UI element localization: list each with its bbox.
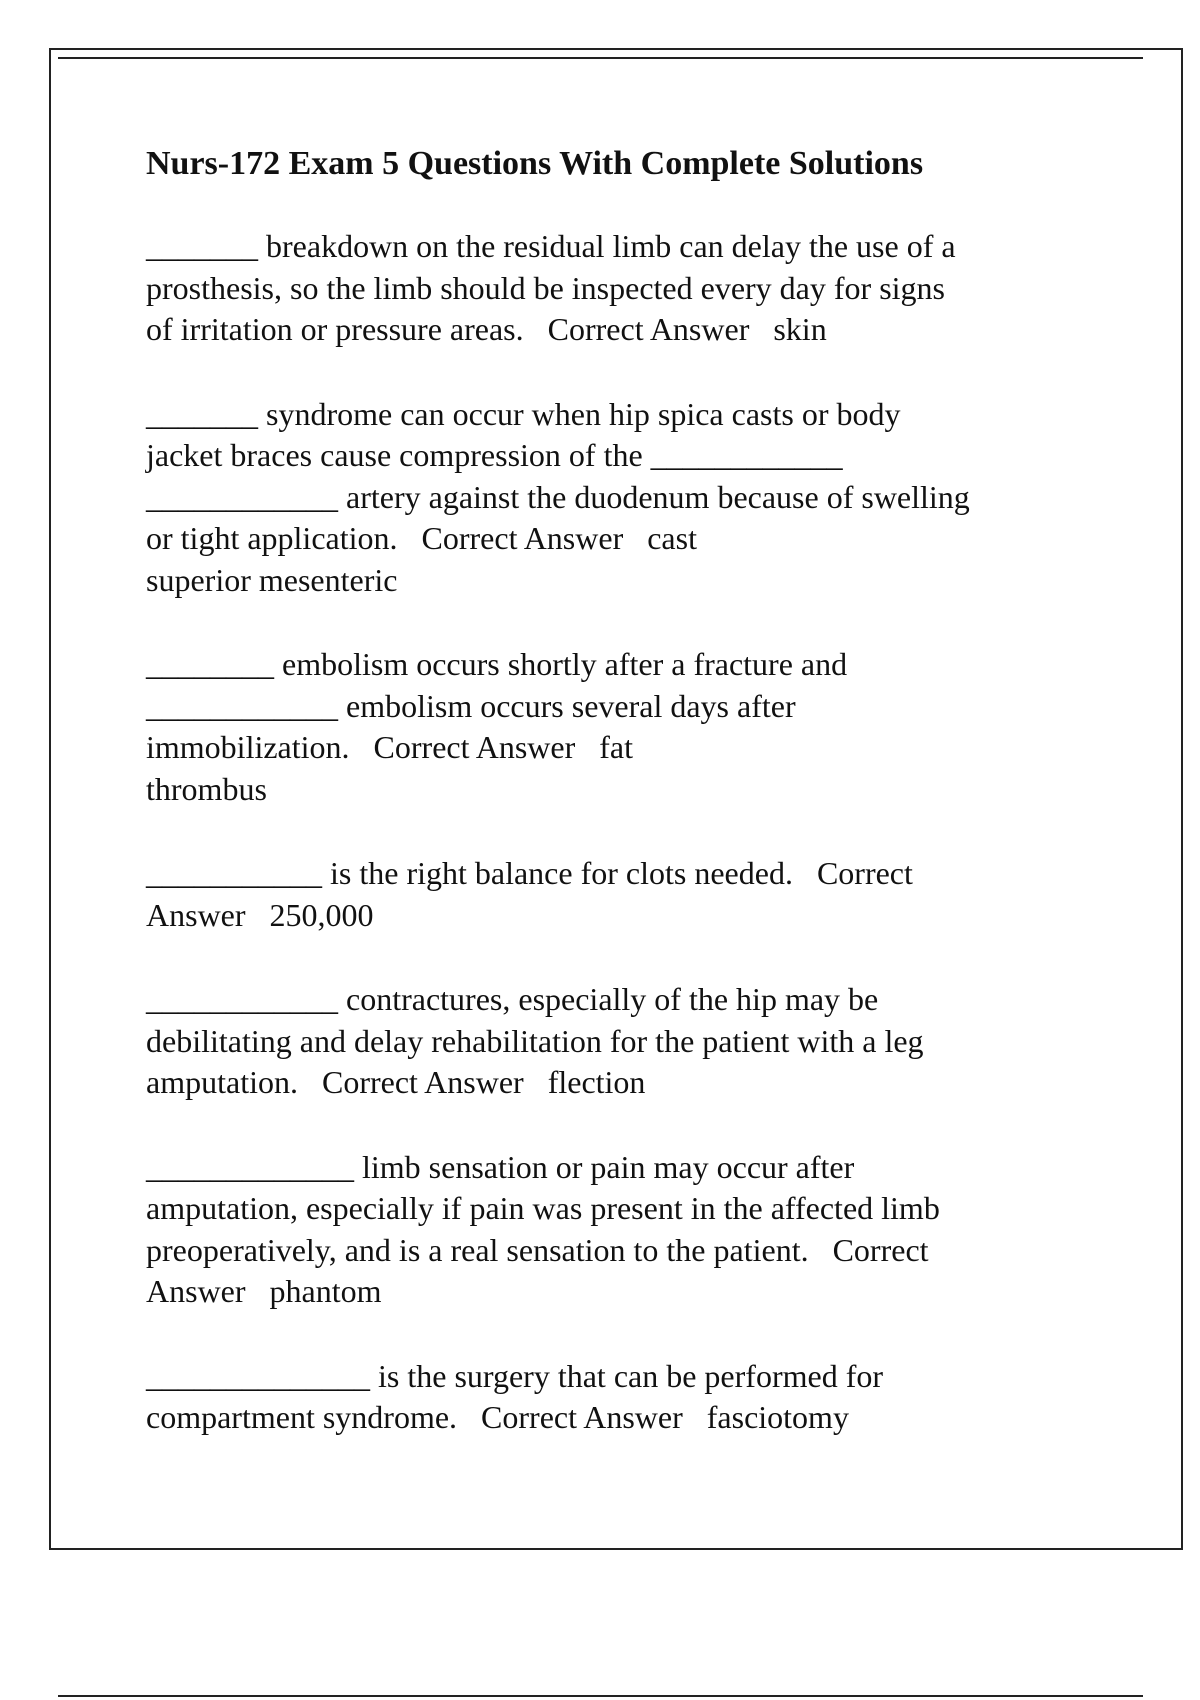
bottom-rule (58, 1695, 1143, 1697)
question-item (146, 226, 1086, 351)
question-item (146, 644, 1086, 810)
question-line: _______ breakdown on the residual limb can delay the use of a (146, 228, 956, 264)
question-line: ___________ is the right balance for clots needed. Correct (146, 855, 913, 891)
question-line: amputation, especially if pain was present in the affected limb (146, 1190, 940, 1226)
question-line: or tight application. Correct Answer cast (146, 520, 697, 556)
question-line: prosthesis, so the limb should be inspected every day for signs (146, 269, 945, 306)
question-line: _______ syndrome can occur when hip spica casts or body (146, 395, 901, 432)
top-rule (58, 57, 1143, 59)
question-item (146, 1147, 1086, 1313)
question-item (146, 1356, 1086, 1439)
question-line: Answer phantom (146, 1273, 382, 1309)
question-item (146, 853, 1086, 936)
question-line: immobilization. Correct Answer fat (146, 729, 633, 765)
question-line: ____________ contractures, especially of the hip may be (146, 981, 879, 1017)
question-line: Answer 250,000 (146, 896, 374, 933)
question-line: _____________ limb sensation or pain may occur after (146, 1148, 855, 1185)
question-line: ________ embolism occurs shortly after a fracture and (146, 646, 848, 682)
question-line: debilitating and delay rehabilitation for the patient with a leg (146, 1022, 924, 1059)
question-item (146, 979, 1086, 1104)
question-line: ____________ embolism occurs several days after (146, 687, 796, 724)
question-line: ______________ is the surgery that can be performed for (146, 1357, 883, 1394)
document-body (146, 143, 1086, 1482)
question-line: preoperatively, and is a real sensation to the patient. Correct (146, 1231, 929, 1268)
question-line: amputation. Correct Answer flection (146, 1064, 646, 1100)
question-line: compartment syndrome. Correct Answer fasciotomy (146, 1399, 849, 1435)
question-line: jacket braces cause compression of the ____________ (146, 437, 843, 473)
answer-line: thrombus (146, 770, 267, 807)
question-item (146, 394, 1086, 602)
document-title: Nurs-172 Exam 5 Questions With Complete Solutions (146, 145, 924, 182)
question-line: ____________ artery against the duodenum because of swelling (146, 478, 970, 515)
question-line: of irritation or pressure areas. Correct Answer skin (146, 311, 827, 347)
answer-line: superior mesenteric (146, 561, 398, 598)
